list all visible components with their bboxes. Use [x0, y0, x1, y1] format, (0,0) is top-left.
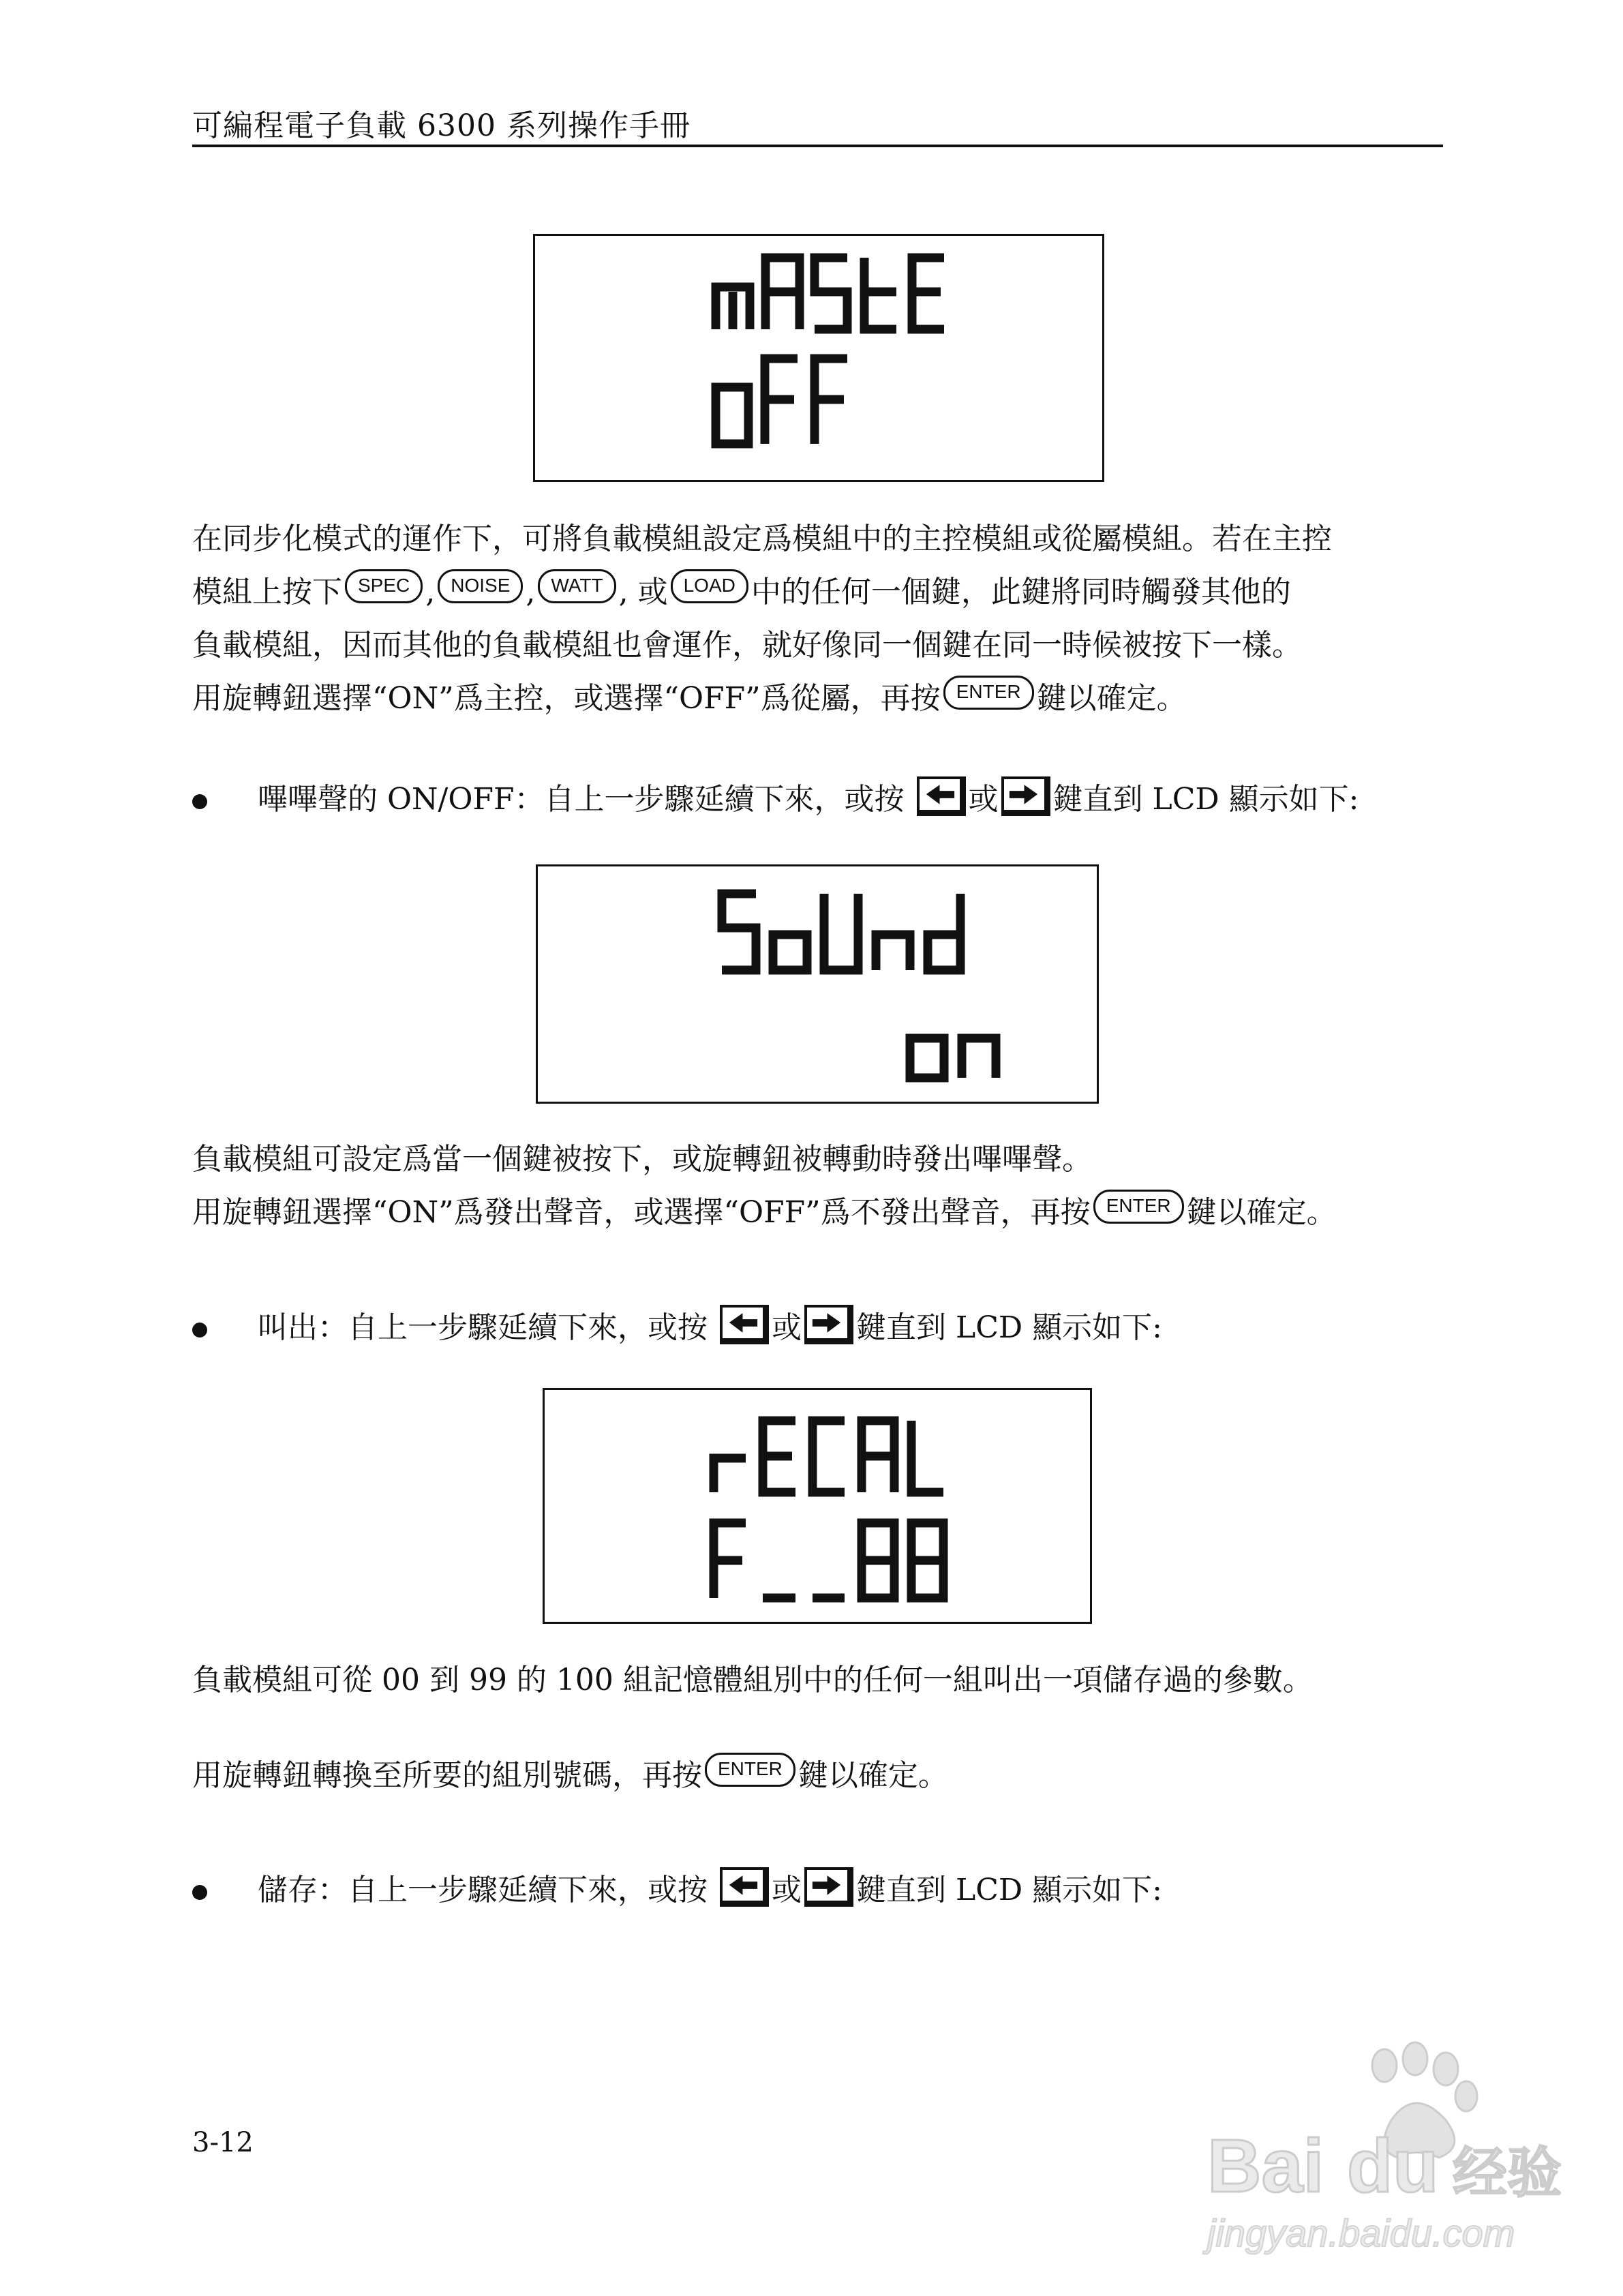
right-arrow-key-icon: [804, 1867, 853, 1907]
bullet-dot: [192, 1885, 207, 1900]
svg-text:Bai: Bai: [1207, 2124, 1324, 2208]
load-key: LOAD: [671, 569, 748, 603]
bullet-dot: [192, 794, 207, 809]
enter-key: ENTER: [705, 1753, 795, 1787]
paragraph-recall-line2: 用旋轉鈕轉換至所要的組別號碼，再按 ENTER 鍵以確定。: [192, 1749, 948, 1802]
bullet-recall: 叫出：自上一步驟延續下來，或按 或 鍵直到 LCD 顯示如下:: [192, 1304, 1162, 1352]
bullet-dot: [192, 1323, 207, 1338]
left-arrow-key-icon: [917, 776, 966, 816]
baidu-jingyan-watermark-logo: [1180, 2038, 1582, 2263]
left-arrow-key-icon: [720, 1867, 769, 1907]
header-rule: [192, 145, 1443, 147]
lcd-display-recall: [543, 1388, 1092, 1624]
noise-key: NOISE: [438, 569, 523, 603]
lcd-segment-text: [535, 236, 1102, 480]
page-header-title: 可編程電子負載 6300 系列操作手冊: [192, 108, 691, 143]
paragraph-recall-line1: 負載模組可從 00 到 99 的 100 組記憶體組別中的任何一組叫出一項儲存過的參數。: [192, 1663, 1313, 1697]
left-arrow-key-icon: [720, 1305, 769, 1344]
lcd-segment-text: [538, 866, 1097, 1102]
spec-key: SPEC: [345, 569, 423, 603]
page-number: 3-12: [192, 2127, 254, 2158]
lcd-display-master: [533, 234, 1104, 482]
lcd-display-sound: [536, 864, 1099, 1104]
lcd-segment-text: [545, 1390, 1090, 1622]
svg-text:经验: 经验: [1453, 2141, 1562, 2205]
right-arrow-key-icon: [804, 1305, 853, 1344]
paragraph-master: 在同步化模式的運作下，可將負載模組設定爲模組中的主控模組或從屬模組。若在主控 模組上按下 SPEC , NOISE , WATT , 或 LOAD 中的任何一個鍵，此鍵將同時觸發其他的 負載模組，因而其他的負載模組也會運作，就好像同一個鍵在同一時候被按下一樣。 用旋轉鈕選擇“ON”爲主控，或選擇“OFF”爲從屬，再按 ENTER 鍵以確定。: [192, 522, 1332, 716]
bullet-store: 儲存：自上一步驟延續下來，或按 或 鍵直到 LCD 顯示如下:: [192, 1867, 1162, 1914]
bullet-sound: 嗶嗶聲的 ON/OFF：自上一步驟延續下來，或按 或 鍵直到 LCD 顯示如下:: [192, 776, 1359, 824]
watt-key: WATT: [538, 569, 616, 603]
enter-key: ENTER: [943, 676, 1034, 710]
enter-key: ENTER: [1093, 1190, 1184, 1224]
paragraph-sound: 負載模組可設定爲當一個鍵被按下，或旋轉鈕被轉動時發出嗶嗶聲。 用旋轉鈕選擇“ON”爲發出聲音，或選擇“OFF”爲不發出聲音，再按 ENTER 鍵以確定。: [192, 1142, 1337, 1230]
svg-text:jingyan.baidu.com: jingyan.baidu.com: [1207, 2211, 1515, 2254]
right-arrow-key-icon: [1001, 776, 1050, 816]
svg-text:du: du: [1347, 2124, 1439, 2208]
